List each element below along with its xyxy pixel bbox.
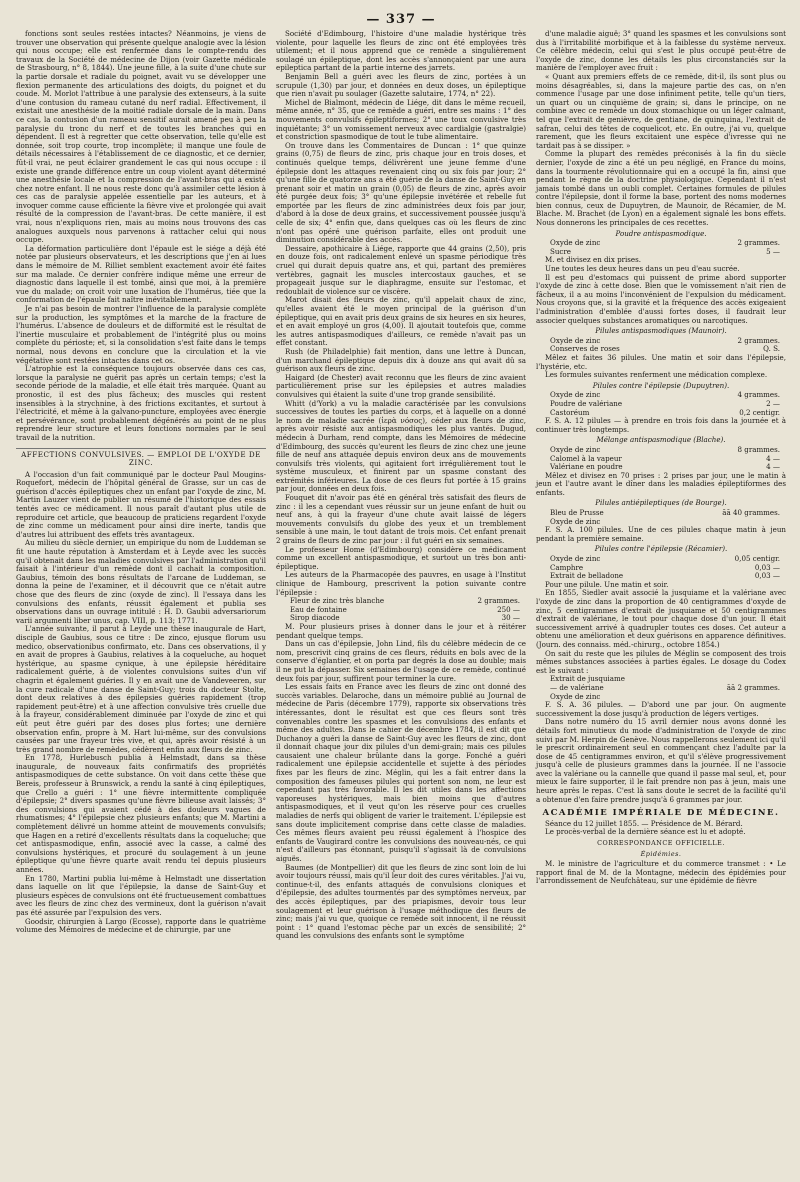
paragraph: Le professeur Home (d'Edimbourg) considère ce médicament comme un excellent antispasmodique, et surtout un très bon anti-épileptique. <box>276 544 526 571</box>
paragraph: Une toutes les deux heures dans un peu d'eau sucrée. <box>545 264 740 274</box>
paragraph: Whitt (d'York) a vu la maladie caractérisée par les convulsions successives de toutes les parties du corps, et à laquelle on a donné le nom de maladie sacrée (ἱερὰ νόσος), céder aux fleurs de zinc, après avoir résisté aux antispasmodiques les plus vantés. Dugud, médecin à Durham, rend compte, dans les Mémoires de médecine d'Edimbourg, des succès qu'eurent les fleurs de zinc chez une jeune fille de neuf ans attaquée depuis environ deux ans de mouvements convulsifs très violents, qui agitaient fort irrégulièrement tout le système musculeux, et finirent par un spasme constant des extrémités inférieures. La dose de ces fleurs fut portée à 15 grains par jour, données en deux fois. <box>276 398 526 494</box>
quantity: āā 40 grammes. <box>722 508 780 518</box>
paragraph: « Quant aux premiers effets de ce remède, dit-il, ils sont plus ou moins désagréables, si, dans la majeure partie des cas, on n'en commence l'usage par une dose infiniment petite, telle qu'un tiers, un quart ou un cinquième de grain; si, dans le principe, on ne combine avec ce remède un doux stomachique ou un léger calmant, tel que l'extrait de genièvre, de gentiane, de quinquina, l'extrait de safran, celui des têtes de coquelicot, etc. En outre, j'ai vu, quelque rarement, que les fleurs excitaient une espèce d'ivresse qui ne tardait pas à se dissiper. » <box>536 71 786 150</box>
paragraph: Rush (de Philadelphie) fait mention, dans une lettre à Duncan, d'un marchand épileptique depuis dix à douze ans qui avait dû sa guérison aux fleurs de zinc. <box>276 346 526 374</box>
ingredient: Oxyde de zinc <box>550 516 601 526</box>
recipe-title: Pilules contre l'épilepsie (Dupuytren). <box>592 380 730 390</box>
paragraph: d'une maladie aiguë; 3° quand les spasmes et les convulsions sont dus à l'irritabilité morbifique et à la faiblesse du système nerveux. Ce célèbre médecin, celui qui s'est le plus occupé peut-être de l'oxyde de zinc, donne les détails les plus circonstanciés sur la manière de l'employer avec fruit : <box>536 29 786 73</box>
potion-recipe <box>276 597 526 623</box>
ingredient: Calomel à la vapeur <box>550 453 622 463</box>
ingredient: Oxyde de zinc <box>550 554 601 564</box>
ingredient: Sirop diacode <box>290 613 340 623</box>
academy-heading: ACADÉMIE IMPÉRIALE DE MÉDECINE. <box>542 808 780 819</box>
recipe-title: Mélange antispasmodique (Blache). <box>596 435 726 445</box>
paragraph: F. S. A. 100 pilules. Une de ces pilules chaque matin à jeun pendant la première semaine. <box>536 525 786 543</box>
paragraph: A l'occasion d'un fait communiqué par le docteur Paul Mougins-Roquefort, médecin de l'hôpital général de Grasse, sur un cas de guérison d'accès épileptiques chez un enfant par l'oxyde de zinc, M. Martin Lauzer vient de publier un résumé de l'historique des essais tentés avec ce médicament. Il nous paraît d'autant plus utile de reproduire cet article, que beaucoup de praticiens regardent l'oxyde de zinc comme un médicament pour ainsi dire inerte, tandis que d'autres lui attribuent des effets très avantageux. <box>16 469 266 539</box>
ingredient: Oxyde de zinc <box>550 335 601 345</box>
correspondance-heading: CORRESPONDANCE OFFICIELLE. <box>597 839 725 848</box>
recipe-title: Pilules antispasmodiques (Maunoir). <box>595 326 727 336</box>
ingredient: Conserves de roses <box>550 344 620 354</box>
paragraph: Les formules suivantes renferment une médication complexe. <box>545 370 768 380</box>
middle-column <box>276 30 526 941</box>
recipe <box>536 446 786 472</box>
paragraph: L'atrophie est la conséquence toujours observée dans ces cas, lorsque la paralysie ne guérit pas après un certain temps; c'est la seconde période de la maladie, et elle était très marquée. Quant au pronostic, il est des plus fâcheux; des muscles qui restent insensibles à la strychnine, à des frictions excitantes, et surtout à l'électricité, et même à la galvano-puncture, employées avec énergie et persévérance, sont probablement dégénérés au point de ne plus reprendre leur structure et leurs fonctions normales par le seul travail de la nutrition. <box>16 364 266 442</box>
paragraph: F. S. A. 12 pilules — à prendre en trois fois dans la journée et à continuer très longtemps. <box>536 416 786 434</box>
paragraph: fonctions sont seules restées intactes? Néanmoins, je viens de trouver une observation qui présente quelque analogie avec la lésion qui nous occupe; elle est renfermée dans le compte-rendu des travaux de la Société de médecine de Dijon (voir Gazette médicale de Strasbourg, n° 8, 1844). Une jeune fille, à la suite d'une chute sur la partie dorsale et radiale du poignet, avait vu se développer une flexion permanente des articulations des doigts, du poignet et du coude. M. Morlot l'attribue à une paralysie des extenseurs, à la suite d'une contusion du rameau cutané du nerf radial. Effectivement, il existait une anesthésie de la moitié radiale dorsale de la main. Dans ce cas, la contusion d'un rameau sensitif aurait amené peu à peu la paralysie du tronc du nerf et de toutes les branches qui en dépendent. Il est à regretter que cette observation, telle qu'elle est donnée, soit trop courte, trop incomplète; il manque une foule de détails nécessaires à l'établissement de ce diagnostic, et ce dernier, fût-il vrai, ne peut éclairer grandement le cas qui nous occupe : il existe une grande différence entre un coup violent ayant déterminé une anesthésie locale et la compression de l'avant-bras qui a existé chez notre enfant. Il ne nous reste donc qu'à assimiler cette lésion à ces cas de paralysie appelée essentielle par les auteurs, et à invoquer comme cause efficiente la fièvre vive et prolongée qui avait résulté de la compression de l'avant-bras. De cette manière, il est vrai, nous n'expliquons rien, mais au moins nous trouvons des cas analogues auxquels nous parvenons à rattacher celui qui nous occupe. <box>16 29 266 245</box>
quantity: 2 grammes. <box>737 335 780 345</box>
quantity: 2 grammes. <box>737 238 780 248</box>
paragraph: Pour une pilule. Une matin et soir. <box>545 579 669 589</box>
ingredient: Valériane en poudre <box>550 462 623 472</box>
paragraph: On trouve dans les Commentaires de Duncan : 1° que quinze grains (0,75) de fleurs de zinc, pris chaque jour en trois doses, et continués quelque temps, délivrèrent une jeune femme d'une épilepsie dont les attaques revenaient cinq ou six fois par jour; 2° qu'une fille de quatorze ans a été guérie de la danse de Saint-Guy en prenant soir et matin un grain (0,05) de fleurs de zinc, après avoir été purgée deux fois; 3° qu'une épilepsie invétérée et rebelle fut emportée par les fleurs de zinc administrées deux fois par jour, d'abord à la dose de deux grains, et successivement poussée jusqu'à celle de six; 4° enfin que, dans quelques cas où les fleurs de zinc n'ont pas opéré une guérison parfaite, elles ont produit une diminution considérable des accès. <box>276 140 526 245</box>
columns <box>16 30 786 941</box>
recipe <box>536 337 786 354</box>
left-column <box>16 30 266 941</box>
ingredient: — de valériane <box>550 682 604 692</box>
ingredient: Camphre <box>550 562 584 572</box>
recipe <box>536 675 786 701</box>
paragraph: Marot disait des fleurs de zinc, qu'il appelait chaux de zinc, qu'elles avaient été le moyen principal de la guérison d'un épileptique, qui en avait pris deux grains de six heures en six heures, et en avait employé un gros (4,00). Il ajoutait toutefois que, comme les autres antispasmodiques d'ailleurs, ce remède n'avait pas un effet constant. <box>276 295 526 348</box>
ingredient: Oxyde de zinc <box>550 691 601 701</box>
paragraph: En 1780, Martini publia lui-même à Helmstadt une dissertation dans laquelle on lit que l'épilepsie, la danse de Saint-Guy et plusieurs espèces de convulsions ont été fructueusement combattues avec les fleurs de zinc chez des vermineux, dont la guérison n'avait pas été assurée par l'expulsion des vers. <box>16 873 266 917</box>
quantity: 4 — <box>766 462 780 472</box>
ingredient: Oxyde de zinc <box>550 390 601 400</box>
seance-line: Séance du 12 juillet 1855. — Présidence de M. Bérard. <box>545 818 743 828</box>
recipe-line <box>536 239 786 248</box>
paragraph: Goodsir, chirurgien à Largo (Ecosse), rapporte dans le quatrième volume des Mémoires de médecine et de chirurgie, par une <box>16 916 266 935</box>
paragraph: Les auteurs de la Pharmacopée des pauvres, en usage à l'Institut clinique de Hambourg, prescrivent la potion suivante contre l'épilepsie : <box>276 570 526 597</box>
paragraph: L'année suivante, il parut à Leyde une thèse inaugurale de Hart, disciple de Gaubius, sous ce titre : De zinco, ejusque florum usu medico, observationibus confirmato, etc. Dans ces observations, il y en avait de propres à Gaubius, relatives à la coqueluche, au hoquet hystérique, au spasme cynique, à une épilepsie héréditaire radicalement guérie, à de violentes convulsions suites d'un vif chagrin et également guéries. Il y en avait une de Vandeveeren, sur la cure radicale d'une danse de Saint-Guy; trois du docteur Stolte, dont deux relatives à des épilepsies guéries rapidement (trop rapidement peut-être) et à une affection convulsive très cruelle due à la frayeur, considérablement diminuée par l'oxyde de zinc et qui eût peut être guéri par des doses plus fortes; une dernière observation enfin, propre à M. Hart lui-même, sur des convulsions causées par une frayeur très vive, et qui, après avoir résisté à un très grand nombre de remèdes, cédèrent enfin aux fleurs de zinc. <box>16 624 266 754</box>
ingredient: Extrait de jusquiame <box>550 674 625 684</box>
paragraph: Au milieu du siècle dernier, un empirique du nom de Luddeman se fit une haute réputation à Amsterdam et à Leyde avec les succès qu'il obtenait dans les maladies convulsives par l'administration qu'il faisait à l'intérieur d'un remède dont il cachait la composition. Gaubius, témoin des bons résultats de l'arcane de Luddeman, se donna la peine de l'examiner, et il découvrit que ce n'était autre chose que des fleurs de zinc (oxyde de zinc). Il l'essaya dans les convulsions des enfants, réussit également et publia ses observations dans un ouvrage intitulé : H. D. Gaubii adversariorum varii argumenti liber unus, cap. VIII, p. 113; 1771. <box>16 538 266 625</box>
paragraph: Dessaire, apothicaire à Liége, rapporte que 44 grains (2,50), pris en douze fois, ont radicalement enlevé un spasme périodique très cruel qui durait depuis quatre ans, et qui, partant des premières vertèbres, gagnait les muscles intercostaux gauches, et se propageait jusque sur le diaphragme, ensuite sur l'estomac, et redoublait de violence sur ce viscère. <box>276 243 526 296</box>
paragraph: En 1778, Hurlebusch publia à Helmstadt, dans sa thèse inaugurale, de nouveaux faits confirmatifs des propriétés antispasmodiques de cette substance. On voit dans cette thèse que Bereis, professeur à Brunswick, a rendu la santé à cinq épileptiques, que Crello a guéri : 1° une fièvre intermittente compliquée d'épilepsie; 2° divers spasmes qu'une fièvre bilieuse avait laissés; 3° des convulsions qui avaient cédé à des douleurs vagues de rhumatismes; 4° l'épilepsie chez plusieurs enfants; que M. Martini a complètement délivré un homme atteint de mouvements convulsifs; que Hagen en a retiré d'excellents résultats dans la coqueluche; que cet antispasmodique, enfin, associé avec la casse, a calmé des convulsions hystériques, et procuré du soulagement à un jeune épileptique qu'une fièvre quarte avait rendu tel depuis plusieurs années. <box>16 753 266 874</box>
recipe <box>536 391 786 417</box>
paragraph: En 1855, Siedler avait associé la jusquiame et la valériane avec l'oxyde de zinc dans la proportion de 40 centigrammes d'oxyde de zinc, 5 centigrammes d'extrait de jusquiame et 50 centigrammes d'extrait de valériane, le tout pour chaque dose d'un jour. Il était successivement arrivé à quadrupler toutes ces doses. Cet auteur a obtenu une amélioration et deux guérisons en apparence définitives. (Journ. des connaiss. méd.-chirurg., octobre 1854.) <box>536 588 786 649</box>
paragraph: Haigard (de Chester) avait reconnu que les fleurs de zinc avaient particulièrement prise sur les épilepsies et autres maladies convulsives qui étaient la suite d'une trop grande sensibilité. <box>276 372 526 399</box>
recipe-title: Pilules contre l'épilepsie (Récamier). <box>594 544 728 554</box>
ingredient: Sucre <box>550 246 571 256</box>
recipe <box>536 555 786 581</box>
ingredient: Oxyde de zinc <box>550 444 601 454</box>
paragraph: Mêlez et faites 36 pilules. Une matin et soir dans l'épilepsie, l'hystérie, etc. <box>536 352 786 371</box>
paragraph: Benjamin Bell a guéri avec les fleurs de zinc, portées à un scrupule (1,30) par jour, et données en deux doses, un épileptique que rien n'avait pu soulager (Gazette salutaire, 1774, n° 22). <box>276 71 526 99</box>
paragraph: M. et divisez en dix prises. <box>545 255 642 265</box>
recipe <box>536 239 786 256</box>
quantity: 0,03 — <box>754 562 780 572</box>
paragraph: M. le ministre de l'agriculture et du commerce transmet : • Le rapport final de M. de la Montagne, médecin des épidémies pour l'arrondissement de Neufchâteau, sur une épidémie de fièvre <box>536 859 786 886</box>
quantity: 0,2 centigr. <box>739 407 780 417</box>
ingredient: Castoréum <box>550 407 590 417</box>
quantity: 30 — <box>501 613 520 623</box>
paragraph: M. Pour plusieurs prises à donner dans le jour et à réitérer pendant quelque temps. <box>276 621 526 640</box>
paragraph: Dans un cas d'épilepsie, John Lind, fils du célèbre médecin de ce nom, prescrivit cinq grains de ces fleurs, réduits en bols avec de la conserve d'églantier, et on porta par degrés la dose au double; mais il ne put la dépasser. Six semaines de l'usage de ce remède, continué deux fois par jour, suffirent pour terminer la cure. <box>276 639 526 683</box>
paragraph: Il est peu d'estomacs qui puissent de prime abord supporter l'oxyde de zinc à cette dose. Bien que le vomissement n'ait rien de fâcheux, il a au moins l'inconvénient de l'expulsion du médicament. Nous croyons que, si la gravité et la fréquence des accès exigeaient l'administration d'emblée d'aussi fortes doses, il faudrait leur associer quelques substances aromatiques ou narcotiques. <box>536 272 786 325</box>
paragraph: Fouquet dit n'avoir pas été en général très satisfait des fleurs de zinc : il les a cependant vues réussir sur un jeune enfant de huit ou neuf ans, à qui la frayeur d'une chute avait laissé de légers mouvements convulsifs du globe des yeux et un tremblement sensible à une main, le tout datant de trois mois. Cet enfant prenait 2 grains de fleurs de zinc par jour : il fut guéri en six semaines. <box>276 493 526 546</box>
recipe <box>536 509 786 526</box>
paragraph: Société d'Edimbourg, l'histoire d'une maladie hystérique très violente, pour laquelle les fleurs de zinc ont été employées très utilement; et il nous apprend que ce remède a singulièrement soulagé un épileptique, dont les accès s'annonçaient par une aura epileptica partant de la partie interne des jarrets. <box>276 29 526 73</box>
epidemies-heading <box>536 850 786 859</box>
section-heading: AFFECTIONS CONVULSIVES. — EMPLOI DE L'OXYDE DE ZINC. <box>16 448 266 468</box>
ingredient: Oxyde de zinc <box>550 238 601 248</box>
page-number: — 337 — <box>366 12 436 27</box>
quantity: 2 grammes. <box>477 596 520 606</box>
quantity: 0,05 centigr. <box>734 554 780 564</box>
paragraph: F. S. A. 36 pilules. — D'abord une par jour. On augmente successivement la dose jusqu'à production de légers vertiges. <box>536 700 786 718</box>
paragraph: Le procès-verbal de la dernière séance est lu et adopté. <box>545 827 746 837</box>
paragraph: Dans notre numéro du 15 avril dernier nous avons donné les détails fort minutieux du mode d'administration de l'oxyde de zinc suivi par M. Herpin de Genève. Nous rappellerons seulement ici qu'il le prescrit ordinairement seul en commençant chez l'adulte par la dose de 45 centigrammes environ, et qu'il s'élève progressivement jusqu'à celle de plusieurs grammes dans la journée. Il ne l'associe avec la valériane ou la cannelle que quand il passe mal seul, et, pour mieux le faire supporter, il le fait prendre non pas à jeun, mais une heure après le repas. C'est là sans doute le secret de la facilité qu'il a obtenue d'en faire prendre jusqu'à 6 grammes par jour. <box>536 717 786 804</box>
ingredient: Eau de fontaine <box>290 604 347 614</box>
paragraph: La déformation particulière dont l'épaule est le siége a déjà été notée par plusieurs observateurs, et les descriptions que j'en ai lues dans le mémoire de M. Rilliet semblent exactement avoir été faites sur ma malade. Ce dernier confrère indique même une erreur de diagnostic dans laquelle il est tombé, ainsi que moi, à la première vue du malade; on croit voir une luxation de l'humérus, tiée que la conformation de l'épaule fait naître inévitablement. <box>16 243 266 305</box>
paragraph: Michel de Bialmont, médecin de Liége, dit dans le même recueil, même année, n° 35, que ce remède a guéri, entre ses mains : 1° des mouvements convulsifs épileptiformes; 2° une toux convulsive très inquiétante; 3° un vomissement nerveux avec cardialgie (gastralgie) et constriction spasmodique de tout le tube alimentaire. <box>276 97 526 142</box>
quantity: 2 — <box>766 398 780 408</box>
quantity: Q. S. <box>763 344 780 354</box>
quantity: 5 — <box>766 246 780 256</box>
recipe-title: Poudre antispasmodique. <box>615 228 707 238</box>
right-column <box>536 30 786 941</box>
paragraph: Mêlez et divisez en 70 prises : 2 prises par jour, une le matin à jeun et l'autre avant le dîner dans les maladies épileptiformes des enfants. <box>536 470 786 497</box>
quantity: 0,03 — <box>754 571 780 581</box>
ingredient: Bleu de Prusse <box>550 508 604 518</box>
paragraph: Je n'ai pas besoin de montrer l'influence de la paralysie complète sur la production, les symptômes et la marche de la fracture de l'humérus. L'absence de douleurs et de difformité est le résultat de l'inertie musculaire et probablement de l'intégrité plus ou moins complète du périoste; et, si la consolidation s'est faite dans le temps normal, nous devons en conclure que la circulation et la vie végétative sont restées intactes dans cet os. <box>16 304 266 365</box>
paragraph: Comme la plupart des remèdes préconisés à la fin du siècle dernier, l'oxyde de zinc a été un peu négligé, en France du moins, dans la tourmente révolutionnaire qui en a occupé la fin, ainsi que pendant le règne de la doctrine physiologique. Cependant il n'est jamais tombé dans un oubli complet. Certaines formules de pilules contre l'épilepsie, dont il forme la base, portent des noms modernes bien connus, ceux de Dupuytren, de Maunoir, de Récamier, de M. Blache. M. Brachet (de Lyon) en a également signalé les bons effets. Nous donnerons les principales de ces recettes. <box>536 149 786 228</box>
quantity: 4 grammes. <box>737 390 780 400</box>
quantity: 4 — <box>766 453 780 463</box>
paragraph: Les essais faits en France avec les fleurs de zinc ont donné des succès variables. Delaroche, dans un mémoire publié au Journal de médecine de Paris (décembre 1779), rapporte six observations très intéressantes, dont le résultat est que ces fleurs sont très convenables contre les spasmes et les convulsions des enfants et même des adultes. Dans le cahier de décembre 1784, il est dit que Duchanoy a guéri la danse de Saint-Guy avec les fleurs de zinc, dont il donnait chaque jour dix pilules d'un demi-grain; mais ces pilules causaient une chaleur brûlante dans la gorge. Fonché a guéri radicalement une épilepsie accidentelle et sujette à des périodes fixes par les fleurs de zinc. Méglin, qui les a fait entrer dans la composition des fameuses pilules qui portent son nom, ne leur est cependant pas très favorable. Il les dit utiles dans les affections vaporeuses hystériques, mais bien moins que d'autres antispasmodiques, et il veut qu'on les réserve pour ces cruelles maladies de nerfs qui obligent de varier le traitement. L'épilepsie est sans doute implicitement comprise dans cette classe de maladies. Ces mêmes fleurs avaient peu réussi également à l'hospice des enfants de Vaugirard contre les convulsions des nouveau-nés, ce qui n'est d'ailleurs pas étonnant, puisqu'il s'agissait là de convulsions aiguës. <box>276 682 526 863</box>
ingredient: Extrait de belladone <box>550 571 624 581</box>
ingredient: Poudre de valériane <box>550 398 623 408</box>
epidemies-label: Épidémies. <box>640 849 682 858</box>
recipe-title: Pilules antiépileptiques (de Bourge). <box>595 498 727 508</box>
quantity: 8 grammes. <box>737 444 780 454</box>
paragraph: Baumes (de Montpellier) dit que les fleurs de zinc sont loin de lui avoir toujours réussi, mais qu'il leur doit des cures véritables. J'ai vu, continue-t-il, des enfants attaqués de convulsions cloniques et d'épilepsie, des adultes tourmentés par des symptômes nerveux, par des accès épileptiques, par des priapismes, devoir tous leur soulagement et leur guérison à l'usage méthodique des fleurs de zinc; mais j'ai vu que, quoique ce remède soit innocent, il ne réussit point : 1° quand l'estomac pèche par un excès de sensibilité; 2° quand les convulsions des enfants sont le symptôme <box>276 862 526 941</box>
quantity: āā 2 grammes. <box>726 682 780 692</box>
paragraph: On sait du reste que les pilules de Méglin se composent des trois mêmes substances associées à parties égales. Le dosage du Codex est le suivant : <box>536 648 786 675</box>
ingredient: Fleur de zinc très blanche <box>290 596 385 606</box>
quantity: 250 — <box>497 604 520 614</box>
